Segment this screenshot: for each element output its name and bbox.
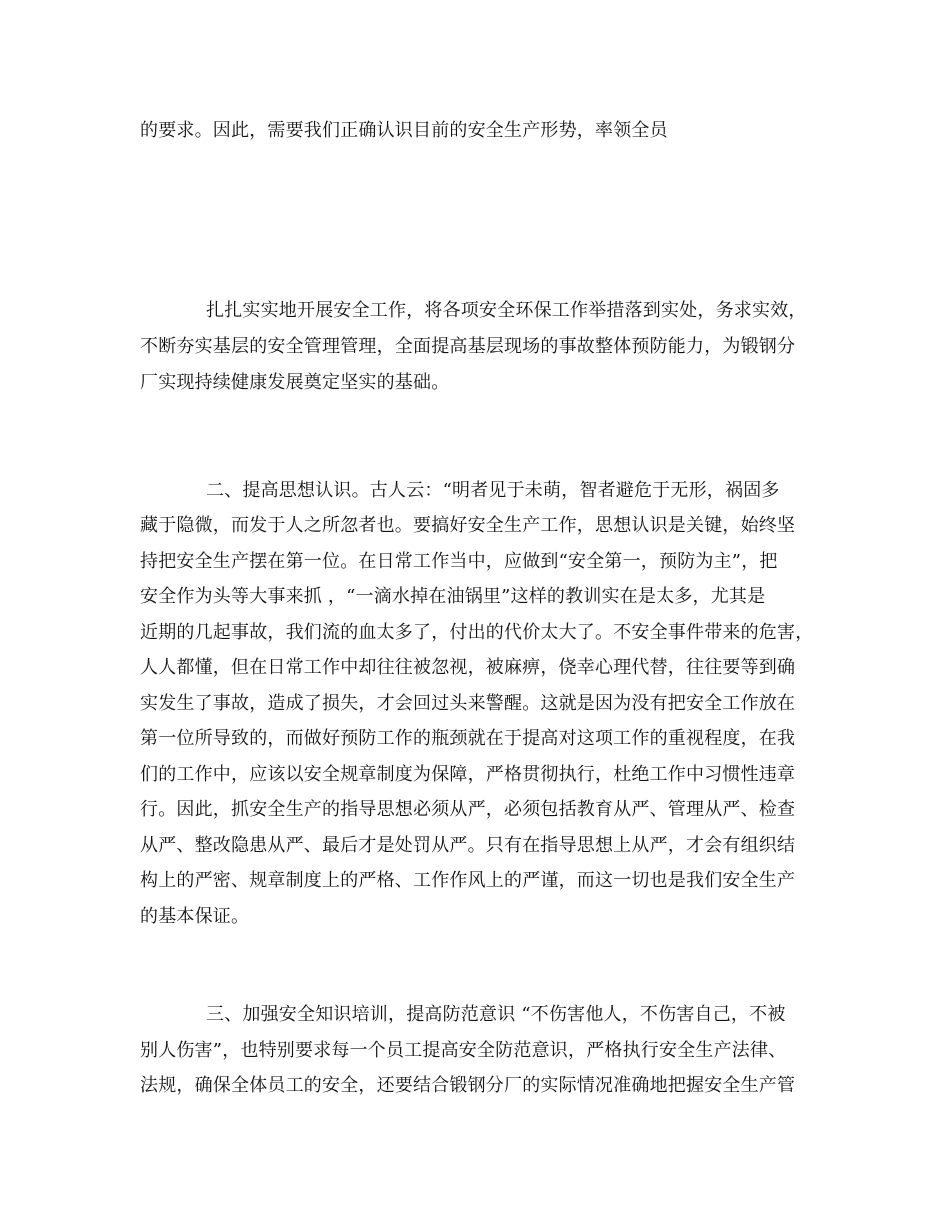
text-line: 持把安全生产摆在第一位。在日常工作当中，应做到“安全第一，预防为主”，把 (140, 551, 778, 572)
text-line: 不断夯实基层的安全管理管理，全面提高基层现场的事故整体预防能力，为锻钢分 (140, 336, 796, 357)
text-line: 第一位所导致的，而做好预防工作的瓶颈就在于提高对这项工作的重视程度，在我 (140, 728, 796, 749)
text-line: 实发生了事故，造成了损失，才会回过头来警醒。这就是因为没有把安全工作放在 (140, 693, 796, 714)
text-line: 的要求。因此，需要我们正确认识目前的安全生产形势，率领全员 (140, 120, 668, 141)
text-line: 安全作为头等大事来抓 ，“一滴水掉在油锅里”这样的教训实在是太多，尤其是 (140, 586, 766, 607)
text-line: 三、加强安全知识培训，提高防范意识 “不伤害他人，不伤害自己，不被 (206, 1004, 786, 1025)
text-line: 的基本保证。 (140, 906, 250, 927)
text-line: 二、提高思想认识。古人云：“明者见于未萌，智者避危于无形，祸固多 (206, 480, 780, 501)
text-line: 构上的严密、规章制度上的严格、工作作风上的严谨，而这一切也是我们安全生产 (140, 870, 796, 891)
text-line: 人人都懂，但在日常工作中却往往被忽视，被麻痹，侥幸心理代替，往往要等到确 (140, 657, 796, 678)
text-line: 近期的几起事故，我们流的血太多了，付出的代价太大了。不安全事件带来的危害， (140, 622, 814, 643)
text-line: 别人伤害”，也特别要求每一个员工提高安全防范意识，严格执行安全生产法律、 (140, 1040, 787, 1061)
text-line: 们的工作中，应该以安全规章制度为保障，严格贯彻执行，杜绝工作中习惯性违章 (140, 764, 796, 785)
text-line: 从严、整改隐患从严、最后才是处罚从严。只有在指导思想上从严，才会有组织结 (140, 835, 796, 856)
text-line: 藏于隐微，而发于人之所忽者也。要搞好安全生产工作，思想认识是关键，始终坚 (140, 515, 796, 536)
text-line: 厂实现持续健康发展奠定坚实的基础。 (140, 372, 450, 393)
text-line: 行。因此，抓安全生产的指导思想必须从严，必须包括教育从严、管理从严、检查 (140, 799, 796, 820)
text-line: 法规，确保全体员工的安全，还要结合锻钢分厂的实际情况准确地把握安全生产管 (140, 1075, 796, 1096)
text-line: 扎扎实实地开展安全工作，将各项安全环保工作举措落到实处，务求实效， (206, 300, 807, 321)
